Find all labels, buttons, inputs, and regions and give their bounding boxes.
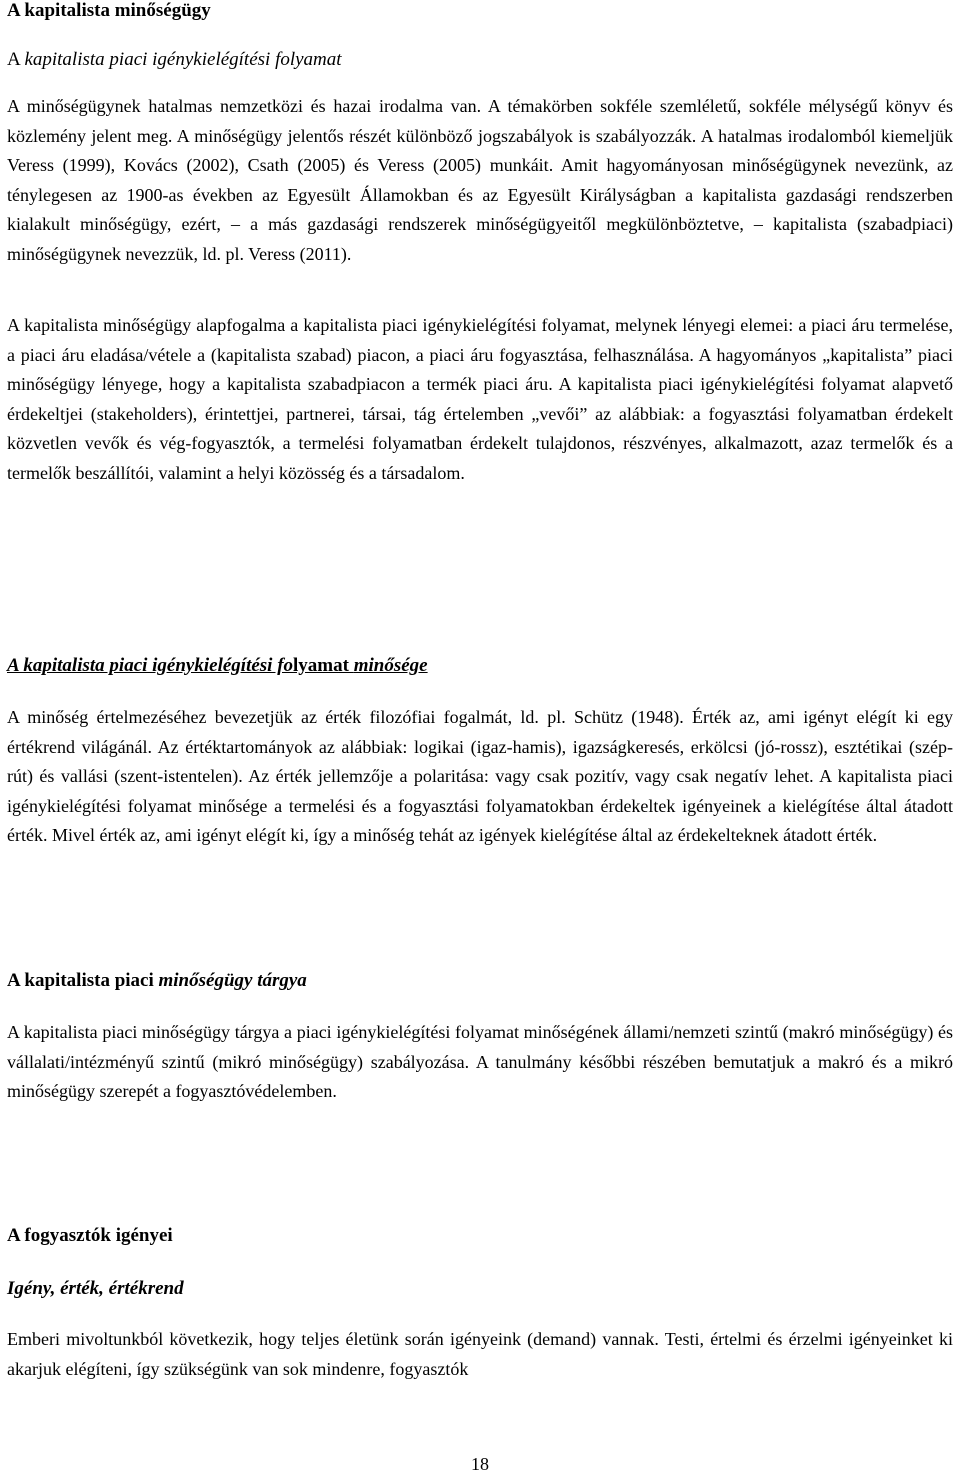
heading-italic-part: minőségügy tárgya <box>158 970 307 991</box>
section-heading: A fogyasztók igényei <box>7 1225 173 1246</box>
section-heading <box>7 655 953 677</box>
section-heading: A kapitalista minőségügy <box>7 0 211 21</box>
paragraph: A minőség értelmezéséhez bevezetjük az érték filozófiai fogalmát, ld. pl. Schütz (1948). Érték az, ami igényt elégít ki egy értékrend világánál. Az értéktartományok az alábbiak: logikai (igaz-hamis), igazságkeresés, erkölcsi (jó-rossz), esztétikai (szép-rút) és vallási (szent-istentelen). Az érték jellemzője a polaritása: vagy csak pozitív, vagy csak negatív lehet. A kapitalista piaci igénykielégítési folyamat minősége a termelési és a fogyasztási folyamatokban érdekeltek igényeinek a kielégítése által átadott érték. Mivel érték az, ami igényt elégít ki, így a minőség tehát az igények kielégítése által az érdekelteknek átadott érték. <box>7 707 953 845</box>
section-subheading <box>7 1278 953 1300</box>
subheading-italic: kapitalista piaci igénykielégítési folyamat <box>24 49 342 70</box>
subheading-italic: Igény, érték, értékrend <box>7 1278 184 1299</box>
section-heading <box>7 970 953 992</box>
page-number: 18 <box>471 1454 489 1474</box>
section-subheading <box>7 49 953 71</box>
paragraph: A minőségügynek hatalmas nemzetközi és hazai irodalma van. A témakörben sokféle szemléletű, sokféle mélységű könyv és közlemény jelent meg. A minőségügy jelentős részét különböző jogszabályok is szabályozzák. A hatalmas irodalomból kiemeljük Veress (1999), Kovács (2002), Csath (2005) és Veress (2005) munkáit. Amit hagyományosan minőségügynek nevezünk, az ténylegesen az 1900-as években az Egyesült Államokban és az Egyesült Királyságban a kapitalista gazdasági rendszerben kialakult minőségügy, ezért, – a más gazdasági rendszerek minőségügyeitől megkülönböztetve, – kapitalista (szabadpiaci) minőségügynek nevezzük, ld. pl. Veress (2011). <box>7 96 953 264</box>
subheading-prefix: A <box>7 49 25 70</box>
heading-italic-part: A kapitalista piaci igénykielégítési fo <box>7 655 294 676</box>
paragraph: A kapitalista minőségügy alapfogalma a kapitalista piaci igénykielégítési folyamat, melynek lényegi elemei: a piaci áru termelése, a piaci áru eladása/vétele a (kapitalista szabad) piacon, a piaci áru fogyasztása, felhasználása. A hagyományos „kapitalista” piaci minőségügy lényege, hogy a kapitalista szabadpiacon a termék piaci áru. A kapitalista piaci igénykielégítési folyamat alapvető érdekeltjei (stakeholders), érintettjei, partnerei, társai, tág értelemben „vevői” az alábbiak: a fogyasztási folyamatban érdekelt közvetlen vevők és vég-fogyasztók, a termelési folyamatban érdekelt tulajdonos, részvényes, alkalmazott, azaz termelők és a termelők beszállítói, valamint a helyi közösség és a társadalom. <box>7 315 953 483</box>
heading-italic-part: minősége <box>353 655 428 676</box>
paragraph: Emberi mivoltunkból következik, hogy teljes életünk során igényeink (demand) vannak. Testi, értelmi és érzelmi igényeinket ki akarjuk elégíteni, így szükségünk van sok mindenre, fogyasztók <box>7 1329 953 1379</box>
heading-upright-part: lyamat <box>293 655 354 676</box>
heading-upright-part: A kapitalista piaci <box>7 970 159 991</box>
paragraph: A kapitalista piaci minőségügy tárgya a piaci igénykielégítési folyamat minőségének állami/nemzeti szintű (makró minőségügy) és vállalati/intézményű szintű (mikró minőségügy) szabályozása. A tanulmány későbbi részében bemutatjuk a makró és a mikró minőségügy szerepét a fogyasztóvédelemben. <box>7 1022 953 1101</box>
